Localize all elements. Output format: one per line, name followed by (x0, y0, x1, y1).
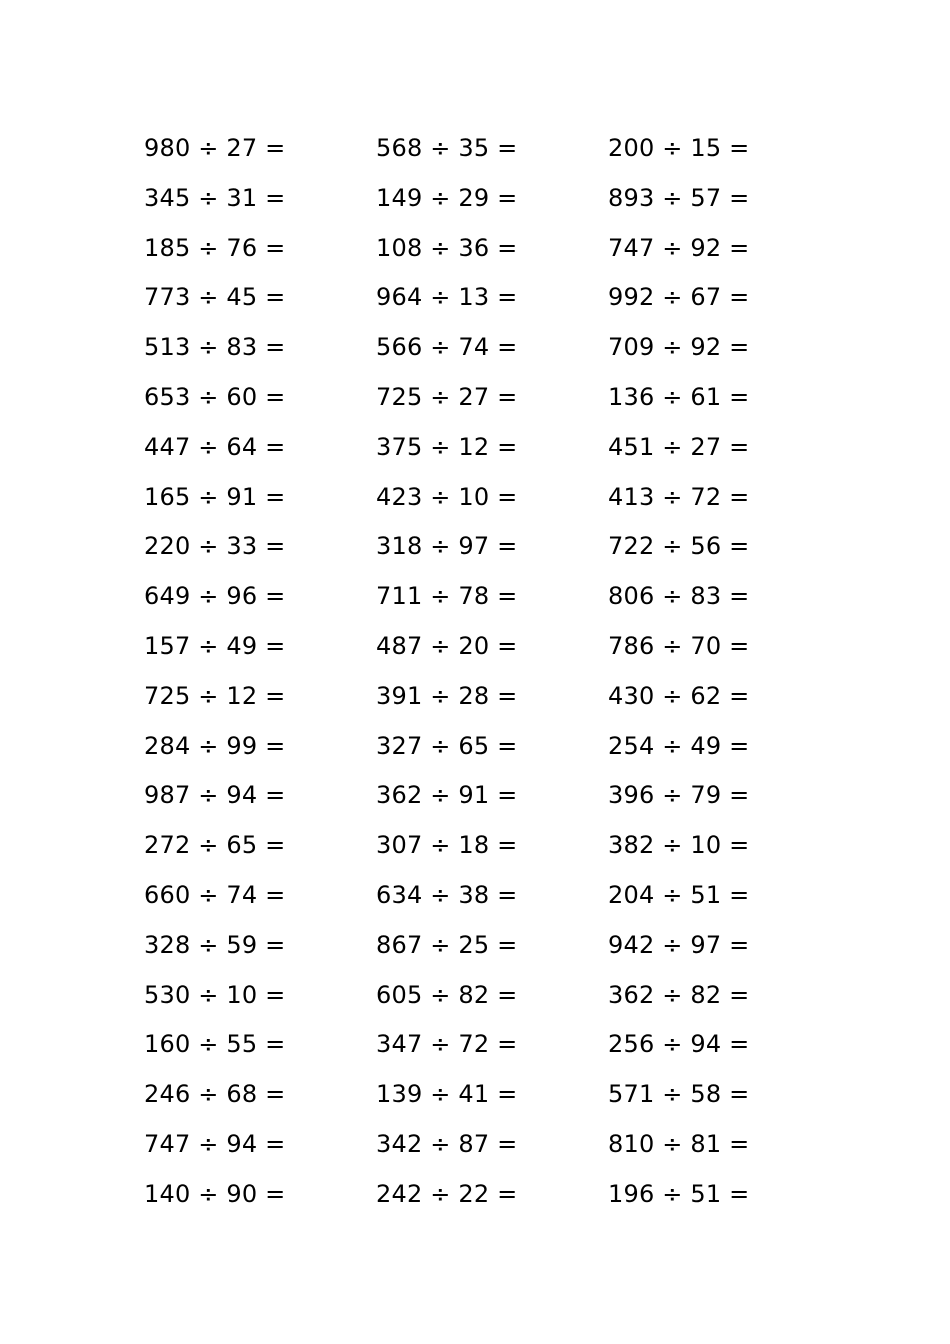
division-problem: 157 ÷ 49 = (144, 631, 286, 660)
division-problem: 810 ÷ 81 = (608, 1129, 750, 1158)
division-problem: 964 ÷ 13 = (376, 283, 518, 312)
division-problem: 347 ÷ 72 = (376, 1030, 518, 1059)
division-problem: 725 ÷ 27 = (376, 382, 518, 411)
division-problem: 867 ÷ 25 = (376, 930, 518, 959)
problem-row (144, 1020, 844, 1070)
problem-row (144, 921, 844, 971)
division-problem: 747 ÷ 94 = (144, 1129, 286, 1158)
division-problem: 634 ÷ 38 = (376, 880, 518, 909)
division-problem: 307 ÷ 18 = (376, 831, 518, 860)
division-problem: 242 ÷ 22 = (376, 1179, 518, 1208)
division-problem: 108 ÷ 36 = (376, 233, 518, 262)
division-problem: 140 ÷ 90 = (144, 1179, 286, 1208)
division-problem: 327 ÷ 65 = (376, 731, 518, 760)
problem-row (144, 423, 844, 473)
division-problem: 382 ÷ 10 = (608, 831, 750, 860)
problem-row (144, 722, 844, 772)
division-problem: 987 ÷ 94 = (144, 781, 286, 810)
division-problem: 423 ÷ 10 = (376, 482, 518, 511)
division-problem: 566 ÷ 74 = (376, 333, 518, 362)
division-problem: 200 ÷ 15 = (608, 134, 750, 162)
division-problem: 653 ÷ 60 = (144, 382, 286, 411)
division-problem: 391 ÷ 28 = (376, 681, 518, 710)
division-problem: 725 ÷ 12 = (144, 681, 286, 710)
division-problem: 487 ÷ 20 = (376, 631, 518, 660)
problem-row (144, 821, 844, 871)
problem-row (144, 971, 844, 1021)
problem-row (144, 771, 844, 821)
division-problem: 375 ÷ 12 = (376, 432, 518, 461)
problem-row (144, 672, 844, 722)
division-problem: 196 ÷ 51 = (608, 1179, 750, 1208)
division-problem: 284 ÷ 99 = (144, 731, 286, 760)
division-problem: 136 ÷ 61 = (608, 382, 750, 411)
division-problem: 204 ÷ 51 = (608, 880, 750, 909)
division-problem: 451 ÷ 27 = (608, 432, 750, 461)
division-problem: 942 ÷ 97 = (608, 930, 750, 959)
division-problem: 328 ÷ 59 = (144, 930, 286, 959)
problem-row (144, 572, 844, 622)
division-problem: 709 ÷ 92 = (608, 333, 750, 362)
problem-row (144, 124, 844, 174)
division-problem: 568 ÷ 35 = (376, 134, 518, 162)
division-problem: 722 ÷ 56 = (608, 532, 750, 561)
division-problem: 256 ÷ 94 = (608, 1030, 750, 1059)
division-problem: 893 ÷ 57 = (608, 183, 750, 212)
problem-row (144, 323, 844, 373)
problem-row (144, 871, 844, 921)
division-problem: 649 ÷ 96 = (144, 582, 286, 611)
division-problem: 711 ÷ 78 = (376, 582, 518, 611)
division-problem: 254 ÷ 49 = (608, 731, 750, 760)
division-problem: 747 ÷ 92 = (608, 233, 750, 262)
problem-row (144, 373, 844, 423)
division-problem: 660 ÷ 74 = (144, 880, 286, 909)
division-problem: 246 ÷ 68 = (144, 1080, 286, 1109)
division-problem: 272 ÷ 65 = (144, 831, 286, 860)
division-problem: 396 ÷ 79 = (608, 781, 750, 810)
division-problem: 430 ÷ 62 = (608, 681, 750, 710)
division-problem: 447 ÷ 64 = (144, 432, 286, 461)
problem-row (144, 1070, 844, 1120)
division-problem: 220 ÷ 33 = (144, 532, 286, 561)
problem-row (144, 622, 844, 672)
problem-row (144, 174, 844, 224)
division-problem: 139 ÷ 41 = (376, 1080, 518, 1109)
division-worksheet (144, 124, 844, 1220)
division-problem: 345 ÷ 31 = (144, 183, 286, 212)
problem-row (144, 473, 844, 523)
division-problem: 571 ÷ 58 = (608, 1080, 750, 1109)
problem-row (144, 1170, 844, 1220)
problem-row (144, 1120, 844, 1170)
division-problem: 160 ÷ 55 = (144, 1030, 286, 1059)
division-problem: 362 ÷ 82 = (608, 980, 750, 1009)
division-problem: 513 ÷ 83 = (144, 333, 286, 362)
problem-row (144, 273, 844, 323)
division-problem: 165 ÷ 91 = (144, 482, 286, 511)
division-problem: 185 ÷ 76 = (144, 233, 286, 262)
division-problem: 980 ÷ 27 = (144, 134, 286, 162)
division-problem: 786 ÷ 70 = (608, 631, 750, 660)
problem-row (144, 522, 844, 572)
division-problem: 992 ÷ 67 = (608, 283, 750, 312)
division-problem: 806 ÷ 83 = (608, 582, 750, 611)
division-problem: 342 ÷ 87 = (376, 1129, 518, 1158)
division-problem: 413 ÷ 72 = (608, 482, 750, 511)
division-problem: 318 ÷ 97 = (376, 532, 518, 561)
division-problem: 773 ÷ 45 = (144, 283, 286, 312)
division-problem: 530 ÷ 10 = (144, 980, 286, 1009)
division-problem: 605 ÷ 82 = (376, 980, 518, 1009)
division-problem: 149 ÷ 29 = (376, 183, 518, 212)
division-problem: 362 ÷ 91 = (376, 781, 518, 810)
problem-row (144, 224, 844, 274)
